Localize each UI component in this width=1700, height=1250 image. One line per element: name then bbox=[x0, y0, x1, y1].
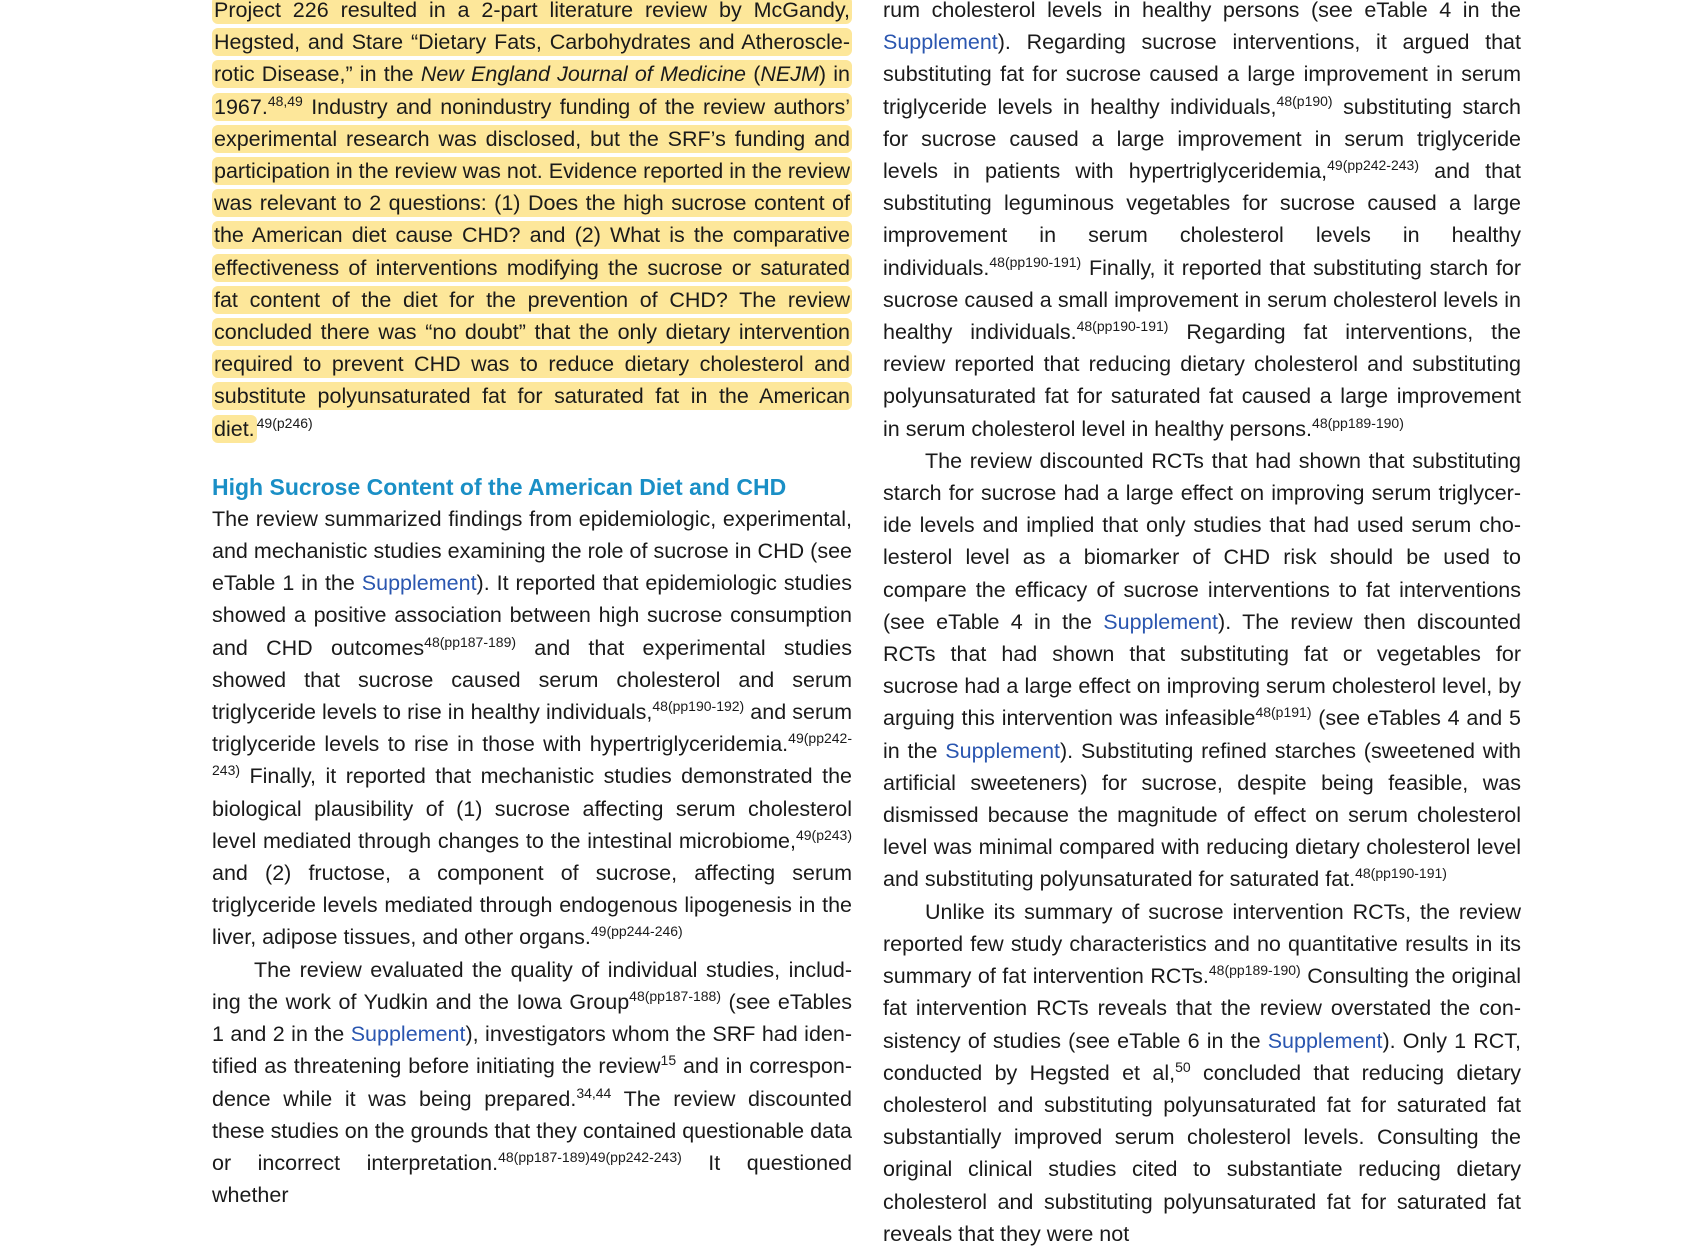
paragraph-discounted-rcts: The review discounted RCTs that had shown that substituting starch for sucrose had a large effect on improving serum triglyceride levels and implied that only studies that had used serum cholesterol level as a biomarker of CHD risk should be used to compare the efficacy of sucrose interventions to fat interventions (see eTable 4 in the Supplement). The review then discounted RCTs that had shown that substituting fat or vegetables for sucrose had a large effect on improving serum cholesterol level, by arguing this intervention was infeasible$^{48(p191)}$ (see eTables 4 and 5 in the Supplement). Substituting refined starches (sweetened with artificial sweeteners) for sucrose, despite being feasible, was dismissed because the magnitude of effect on serum cholesterol level was minimal compared with reducing dietary cholesterol level and substituting polyunsaturated for saturated fat.$^{48(pp190-191)}$ bbox=[883, 448, 1521, 892]
journal-abbreviation: NEJM bbox=[760, 62, 819, 87]
citation: 48,49 bbox=[267, 92, 303, 109]
paragraph-project-226 bbox=[212, 0, 852, 445]
citation: 49(p243) bbox=[795, 826, 852, 843]
paragraph-sucrose-findings: The review summarized findings from epidemiologic, experimental, and mechanistic studies examining the role of sucrose in CHD (see eTable 1 in the Supplement). It reported that epidemiologic studies showed a positive association between high sucrose consumption and CHD outcomes$^{48(pp187-189)}$ and that experimental studies showed that sucrose caused serum cholesterol and serum triglyceride levels to rise in healthy individuals,$^{48(pp190-192)}$ and serum triglyceride levels to rise in those with hypertriglyceridemia.$^{49(pp242-243)}$ Finally, it reported that mechanistic studies demonstrated the biological plausibility of (1) sucrose affecting serum cholesterol level mediated through changes to the intestinal microbiome,$^{49(p243)}$ and (2) fructose, a component of sucrose, affecting serum triglyceride levels mediated through endogenous lipogenesis in the liver, adipose tissues, and other organs.$^{49(pp244-246)}$ bbox=[212, 506, 852, 950]
citation: 34,44 bbox=[576, 1084, 612, 1101]
citation: 50 bbox=[1175, 1058, 1191, 1075]
paragraph-fat-rcts: Unlike its summary of sucrose intervention RCTs, the review reported few study characteristics and no quantitative results in its summary of fat intervention RCTs.$^{48(pp189-190)}$ Consulting the original fat intervention RCTs reveals that the review overstated the consistency of studies (see eTable 6 in the Supplement). Only 1 RCT, conducted by Hegsted et al,$^{50}$ concluded that reducing dietary cholesterol and substituting polyunsaturated fat for saturated fat substantially improved serum cholesterol levels. Consulting the original clinical studies cited to substantiate reducing dietary cholesterol and substituting polyunsaturated fat for saturated fat reveals that they were not bbox=[883, 899, 1522, 1246]
supplement-link[interactable]: Supplement bbox=[350, 1022, 466, 1047]
paragraph-study-quality: The review evaluated the quality of individual studies, including the work of Yudkin and the Iowa Group$^{48(pp187-188)}$ (see eTables 1 and 2 in the Supplement), investigators whom the SRF had identified as threatening before initiating the review$^{15}$ and in correspondence while it was being prepared.$^{34,44}$ The review discounted these studies on the grounds that they contained questionable data or incorrect interpretation.$^{48(pp187-189)49(pp242-243)}$ It questioned whether bbox=[212, 957, 852, 1208]
citation: 48(pp190-191) bbox=[1076, 317, 1169, 334]
citation: 48(p190) bbox=[1276, 92, 1333, 109]
citation: 48(pp190-192) bbox=[652, 697, 745, 714]
citation: 48(pp190-191) bbox=[989, 253, 1082, 270]
citation: 49(p246) bbox=[256, 414, 313, 431]
paragraph-interventions: rum cholesterol levels in healthy persons (see eTable 4 in the Supplement). Regarding sucrose interventions, it argued that substituting fat for sucrose caused a large improvement in serum triglyceride levels in healthy individuals,$^{48(p190)}$ substituting starch for sucrose caused a large improvement in serum triglyceride levels in patients with hypertriglyceridemia,$^{49(pp242-243)}$ and that substituting leguminous vegetables for sucrose caused a large improvement in serum cholesterol levels in healthy individuals.$^{48(pp190-191)}$ Finally, it reported that substituting starch for sucrose caused a small improvement in serum cholesterol levels in healthy individuals.$^{48(pp190-191)}$ Regarding fat interventions, the review reported that reducing dietary cholesterol and substituting polyunsaturated fat for saturated fat caused a large improvement in serum cholesterol level in healthy persons.$^{48(pp189-190)}$ bbox=[883, 0, 1522, 441]
journal-name: New England Journal of Medicine bbox=[420, 62, 747, 87]
citation: 49(pp242-243) bbox=[1327, 156, 1419, 173]
highlighted-passage[interactable]: Project 226 resulted in a 2-part literature review by McGandy, Hegsted, and Stare “Dietary Fats, Carbohydrates and Atherosclerotic Disease,” in the New England Journal of Medicine (NEJM) in 1967.$^{48,49}$ Industry and nonindustry funding of the review authors’ experimental research was disclosed, but the SRF’s funding and participation in the review was not. Evidence reported in the review was relevant to 2 questions: (1) Does the high sucrose content of the American diet cause CHD? and (2) What is the comparative effectiveness of interventions modifying the sucrose or saturated fat content of the diet for the prevention of CHD? The review concluded there was “no doubt” that the only dietary intervention required to prevent CHD was to reduce dietary cholesterol and substitute polyunsaturated fat for saturated fat in the American diet. bbox=[212, 0, 852, 443]
supplement-link[interactable]: Supplement bbox=[945, 738, 1061, 763]
citation: 48(pp187-188) bbox=[629, 987, 722, 1004]
supplement-link[interactable]: Supplement bbox=[361, 571, 477, 596]
citation: 49(pp242-243) bbox=[212, 730, 852, 779]
right-column bbox=[883, 0, 1521, 1250]
supplement-link[interactable]: Supplement bbox=[1103, 609, 1219, 634]
citation: 15 bbox=[660, 1052, 677, 1069]
citation: 48(pp187-189) bbox=[424, 633, 517, 650]
citation: 48(pp187-189)49(pp242-243) bbox=[498, 1148, 682, 1165]
supplement-link[interactable]: Supplement bbox=[883, 30, 998, 55]
citation: 48(p191) bbox=[1255, 704, 1312, 721]
citation: 48(pp189-190) bbox=[1208, 961, 1301, 978]
left-column bbox=[212, 0, 852, 1211]
supplement-link[interactable]: Supplement bbox=[1267, 1028, 1383, 1053]
citation: 48(pp189-190) bbox=[1312, 414, 1404, 431]
citation: 48(pp190-191) bbox=[1355, 865, 1447, 882]
section-heading: High Sucrose Content of the American Diet and CHD bbox=[212, 473, 787, 500]
citation: 49(pp244-246) bbox=[590, 923, 683, 940]
